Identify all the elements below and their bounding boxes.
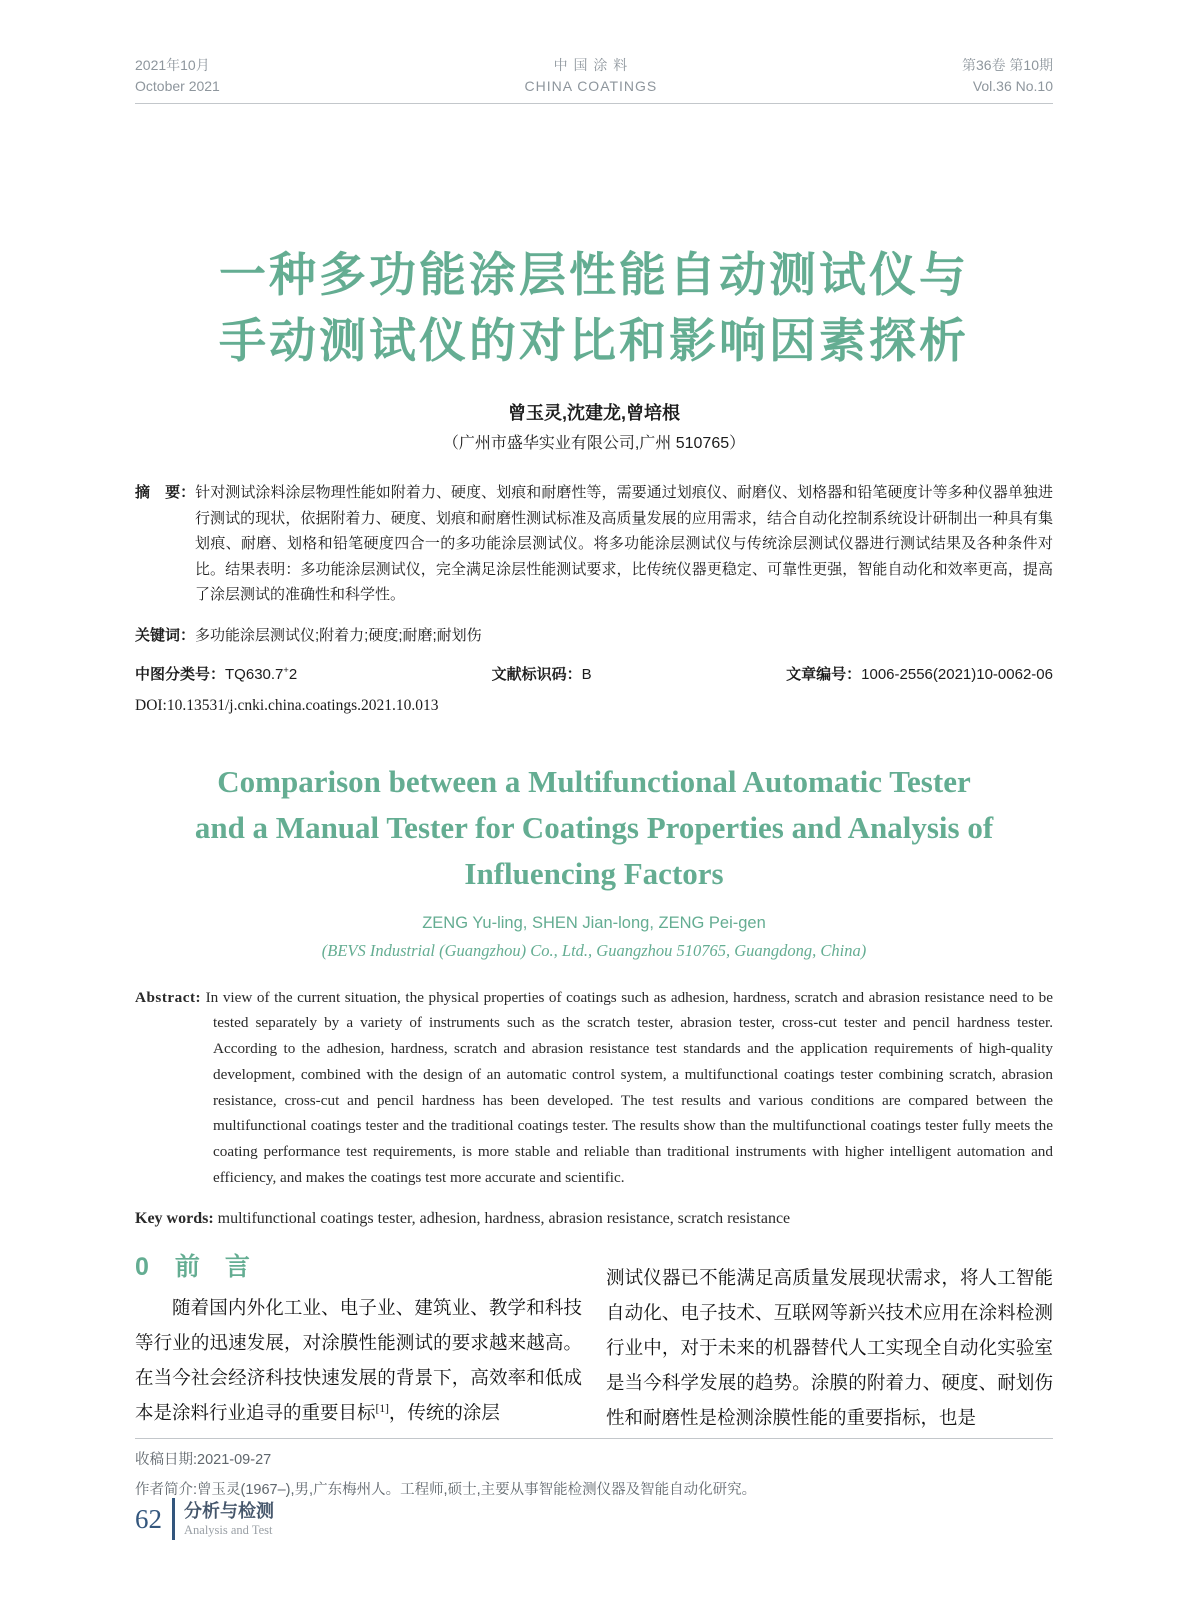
header-date	[135, 56, 220, 96]
footer-section-en: Analysis and Test	[184, 1523, 273, 1537]
keywords-en	[135, 1206, 1053, 1232]
abstract-en-label: Abstract:	[135, 988, 202, 1006]
footnote-divider	[135, 1438, 1053, 1439]
received-date: 收稿日期:2021-09-27	[135, 1452, 272, 1468]
footnotes	[135, 1445, 1053, 1505]
clc-superscript: +	[283, 664, 289, 675]
clc-label: 中图分类号：	[135, 665, 226, 683]
page-footer	[135, 1498, 274, 1540]
header-date-zh: 2021年10月	[135, 57, 210, 73]
document-code	[492, 663, 592, 687]
section-number: 0	[135, 1253, 149, 1282]
affiliation-zh: （广州市盛华实业有限公司,广州 510765）	[442, 435, 746, 452]
intro-left-part1: 随着国内外化工业、电子业、建筑业、教学和科技等行业的迅速发展，对涂膜性能测试的要求越来越高。在当今社会经济科技快速发展的背景下，高效率和低成本是涂料行业追寻的重要目标	[135, 1299, 582, 1425]
keywords-zh	[135, 623, 1053, 648]
body-columns	[135, 1248, 1053, 1437]
article-number-value: 1006-2556(2021)10-0062-06	[861, 665, 1053, 683]
section-heading-intro	[135, 1250, 582, 1284]
body-column-right	[606, 1248, 1053, 1437]
footer-section-labels	[184, 1500, 274, 1538]
article-title-en-line3: Influencing Factors	[464, 855, 724, 891]
article-title-en-line1: Comparison between a Multifunctional Automatic Tester	[217, 763, 971, 799]
intro-paragraph-left	[135, 1292, 582, 1432]
article-number	[786, 663, 1053, 687]
header-journal-en: CHINA COATINGS	[524, 78, 658, 94]
article-title-en	[135, 759, 1053, 897]
footer-divider-bar	[172, 1498, 175, 1540]
page-number: 62	[135, 1503, 162, 1534]
keywords-en-text: multifunctional coatings tester, adhesion, hardness, abrasion resistance, scratch resistance	[217, 1210, 791, 1228]
footnote-area	[135, 1438, 1053, 1505]
header-volume-zh: 第36卷 第10期	[961, 57, 1053, 73]
keywords-en-label: Key words:	[135, 1210, 214, 1228]
abstract-zh-text: 针对测试涂料涂层物理性能如附着力、硬度、划痕和耐磨性等，需要通过划痕仪、耐磨仪、划格器和铅笔硬度计等多种仪器单独进行测试的现状，依据附着力、硬度、划痕和耐磨性测试标准及高质量发展的应用需求，结合自动化控制系统设计研制出一种具有集划痕、耐磨、划格和铅笔硬度四合一的多功能涂层测试仪。将多功能涂层测试仪与传统涂层测试仪器进行测试结果及各种条件对比。结果表明：多功能涂层测试仪，完全满足涂层性能测试要求，比传统仪器更稳定、可靠性更强，智能自动化和效率更高，提高了涂层测试的准确性和科学性。	[195, 484, 1053, 603]
meta-row	[135, 663, 1053, 687]
footer-section-zh: 分析与检测	[184, 1501, 274, 1521]
document-code-value: B	[581, 665, 592, 683]
journal-header	[135, 56, 1053, 104]
header-volume-en: Vol.36 No.10	[972, 78, 1053, 94]
doi: DOI:10.13531/j.cnki.china.coatings.2021.10.013	[135, 696, 439, 714]
header-volume	[962, 56, 1053, 96]
document-code-label: 文献标识码：	[491, 665, 582, 683]
reference-mark-1: [1]	[375, 1402, 389, 1415]
author-bio: 作者简介:曾玉灵(1967–),男,广东梅州人。工程师,硕士,主要从事智能检测仪器及智能自动化研究。	[135, 1482, 757, 1498]
section-title: 前 言	[174, 1253, 250, 1282]
authors-zh: 曾玉灵,沈建龙,曾培根	[507, 403, 680, 423]
intro-paragraph-right: 测试仪器已不能满足高质量发展现状需求，将人工智能自动化、电子技术、互联网等新兴技术应用在涂料检测行业中，对于未来的机器替代人工实现全自动化实验室是当今科学发展的趋势。涂膜的附着力、硬度、耐划伤性和耐磨性是检测涂膜性能的重要指标，也是	[606, 1269, 1053, 1430]
header-journal-name	[525, 56, 658, 96]
keywords-zh-label: 关键词：	[135, 626, 196, 644]
article-title-zh	[135, 242, 1053, 374]
header-journal-zh: 中 国 涂 料	[553, 57, 629, 73]
body-column-left	[135, 1248, 582, 1437]
authors-en: ZENG Yu-ling, SHEN Jian-long, ZENG Pei-gen	[422, 913, 766, 932]
clc-tail: 2	[288, 665, 298, 683]
keywords-zh-text: 多功能涂层测试仪;附着力;硬度;耐磨;耐划伤	[195, 626, 482, 644]
abstract-zh-label: 摘 要：	[135, 484, 196, 501]
affiliation-en: (BEVS Industrial (Guangzhou) Co., Ltd., Guangzhou 510765, Guangdong, China)	[321, 940, 867, 960]
article-title-en-line2: and a Manual Tester for Coatings Properties and Analysis of	[194, 809, 994, 845]
abstract-en	[135, 985, 1053, 1191]
article-number-label: 文章编号：	[786, 665, 862, 683]
article-title-zh-line1: 一种多功能涂层性能自动测试仪与	[219, 248, 969, 301]
header-date-en: October 2021	[135, 78, 220, 94]
intro-left-part2: ，传统的涂层	[388, 1404, 500, 1425]
clc-base: TQ630.7	[225, 665, 284, 683]
abstract-en-text: In view of the current situation, the physical properties of coatings such as adhesion, hardness, scratch and abrasion resistance need to be tested separately by a variety of instruments such as the scratch tester, abrasion tester, cross-cut tester and pencil hardness tester. According to the adhesion, hardness, scratch and abrasion resistance test standards and the application requirements of high-quality development, combined with the design of an automatic control system, a multifunctional coatings tester combining scratch, abrasion resistance, cross-cut and pencil hardness has been developed. The test results and various conditions are compared between the multifunctional coatings tester and the traditional coatings tester. The results show than the multifunctional coatings tester fully meets the coating performance test requirements, is more stable and reliable than traditional instruments with higher intelligent automation and efficiency, and makes the coatings test more accurate and scientific.	[205, 988, 1054, 1187]
article-title-zh-line2: 手动测试仪的对比和影响因素探析	[219, 314, 969, 367]
clc-number	[135, 663, 297, 687]
abstract-zh	[135, 480, 1053, 608]
